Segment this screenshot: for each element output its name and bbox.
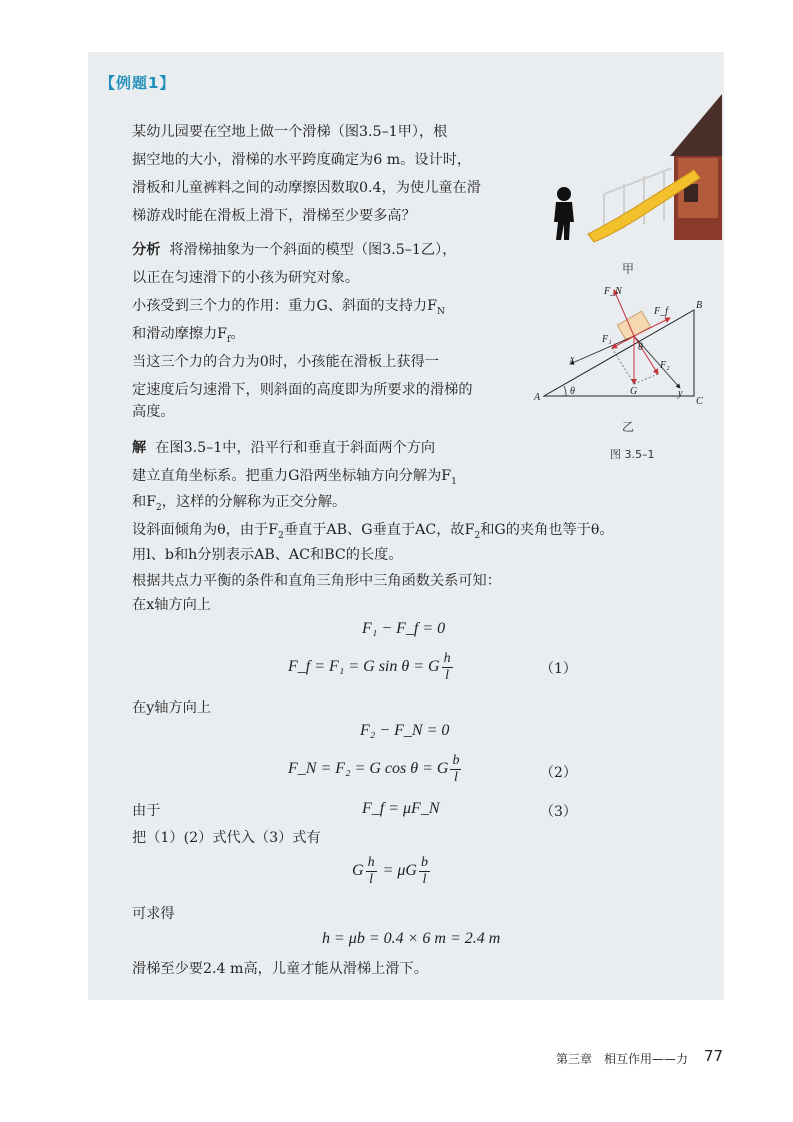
figure-label-yi: 乙 bbox=[622, 420, 635, 434]
tower-roof bbox=[670, 94, 722, 156]
problem-line-3: 滑板和儿童裤料之间的动摩擦因数取0.4，为使儿童在滑 bbox=[132, 180, 481, 196]
solution-text-4c: 和G的夹角也等于θ。 bbox=[480, 522, 614, 538]
solution-text-3b: ，这样的分解称为正交分解。 bbox=[161, 494, 347, 510]
slide-illustration bbox=[544, 84, 724, 250]
equation-y2-den: l bbox=[454, 770, 458, 785]
equation-sub-den-2: l bbox=[422, 872, 427, 887]
solution-text-1: 在图3.5–1中，沿平行和垂直于斜面两个方向 bbox=[155, 440, 436, 456]
solution-text-3a: 和F bbox=[132, 494, 157, 510]
analysis-text-3: 小孩受到三个力的作用：重力G、斜面的支持力F bbox=[132, 298, 437, 314]
solution-line-10: 把（1）(2）式代入（3）式有 bbox=[132, 830, 321, 846]
analysis-text-4a: 和滑动摩擦力F bbox=[132, 326, 227, 342]
solution-line-9: 由于 bbox=[132, 803, 161, 819]
dashed-line-1 bbox=[612, 348, 634, 384]
solution-text-4b: 垂直于AB、G垂直于AC，故F bbox=[283, 522, 475, 538]
solution-text-4a: 设斜面倾角为θ，由于F bbox=[132, 522, 279, 538]
equation-x2-frac bbox=[442, 652, 453, 683]
solution-text-2: 建立直角坐标系。把重力G沿两坐标轴方向分解为F bbox=[132, 468, 452, 484]
equation-substitution bbox=[352, 856, 432, 887]
analysis-heading: 分析 bbox=[132, 242, 161, 258]
equation-x2-den: l bbox=[445, 668, 450, 683]
g-label: G bbox=[630, 386, 638, 397]
solution-sub-2: 2 bbox=[156, 502, 162, 513]
f1-label: F₁ bbox=[602, 334, 612, 345]
solution-line-12: 滑梯至少要2.4 m高，儿童才能从滑梯上滑下。 bbox=[132, 961, 428, 977]
analysis-line-7: 高度。 bbox=[132, 404, 175, 420]
solution-heading: 解 bbox=[132, 440, 147, 456]
equation-sub-left: G bbox=[352, 862, 364, 880]
x-label: x bbox=[570, 354, 575, 365]
solution-line-8: 在y轴方向上 bbox=[132, 700, 211, 716]
equation-x2-num: h bbox=[443, 651, 451, 666]
equation-x2-left: F_f = F₁ = G sin θ = G bbox=[288, 658, 440, 676]
equation-y2 bbox=[288, 754, 463, 785]
analysis-line-2: 以正在匀速滑下的小孩为研究对象。 bbox=[132, 270, 360, 286]
problem-line-4: 梯游戏时能在滑板上滑下，滑梯至少要多高？ bbox=[132, 208, 416, 224]
equation-sub-num-2: b bbox=[420, 855, 428, 870]
analysis-sub-n: N bbox=[436, 306, 445, 317]
equation-sub-frac-2 bbox=[419, 856, 430, 887]
solution-line-1 bbox=[132, 434, 435, 462]
analysis-sub-f: f bbox=[226, 334, 231, 345]
solution-line-7: 在x轴方向上 bbox=[132, 597, 211, 613]
ff-label: F_f bbox=[654, 306, 668, 317]
equation-y1: F₂ − F_N = 0 bbox=[360, 722, 450, 739]
y-label: y bbox=[678, 388, 683, 399]
equation-sub-den-1: l bbox=[369, 872, 373, 887]
page-number: 77 bbox=[704, 1047, 724, 1065]
analysis-line-5: 当这三个力的合力为0时，小孩能在滑板上获得一 bbox=[132, 354, 439, 370]
point-a: A bbox=[534, 392, 541, 403]
equation-x2 bbox=[288, 652, 455, 683]
child-silhouette bbox=[554, 187, 574, 240]
equation-x1: F₁ − F_f = 0 bbox=[362, 620, 446, 637]
solution-sub-1: 1 bbox=[451, 476, 457, 487]
solution-sub-3: 2 bbox=[278, 530, 284, 541]
incline-triangle bbox=[544, 310, 694, 396]
equation-sub-num-1: h bbox=[367, 855, 375, 870]
equation-3: F_f = μF_N bbox=[362, 800, 440, 817]
equation-number-3: （3） bbox=[540, 804, 577, 820]
dashed-line-2 bbox=[634, 374, 658, 384]
analysis-text-1: 将滑梯抽象为一个斜面的模型（图3.5–1乙）， bbox=[169, 242, 457, 258]
solution-line-11: 可求得 bbox=[132, 906, 175, 922]
fn-label: F_N bbox=[604, 286, 622, 297]
theta-label: θ bbox=[570, 386, 575, 397]
example-label: 【例题1】 bbox=[100, 74, 176, 92]
figure-label-jia: 甲 bbox=[622, 262, 635, 276]
figure-caption: 图 3.5–1 bbox=[610, 448, 655, 461]
equation-number-2: （2） bbox=[540, 765, 577, 781]
equation-result: h = μb = 0.4 × 6 m = 2.4 m bbox=[322, 930, 501, 947]
theta-arc bbox=[564, 386, 566, 396]
analysis-line-1 bbox=[132, 236, 456, 264]
equation-y2-num: b bbox=[452, 753, 460, 768]
problem-line-1: 某幼儿园要在空地上做一个滑梯（图3.5–1甲），根 bbox=[132, 124, 448, 140]
f2-label: F₂ bbox=[660, 360, 670, 371]
theta-label-2: θ bbox=[638, 342, 643, 353]
problem-line-2: 据空地的大小，滑梯的水平跨度确定为6 m。设计时， bbox=[132, 152, 472, 168]
equation-number-1: （1） bbox=[540, 661, 577, 677]
chapter-title: 第三章 相互作用——力 bbox=[556, 1052, 689, 1066]
analysis-text-4b: 。 bbox=[230, 326, 245, 342]
point-c: C bbox=[696, 396, 703, 407]
solution-sub-4: 2 bbox=[474, 530, 481, 541]
equation-y2-frac bbox=[450, 754, 461, 785]
point-b: B bbox=[696, 300, 703, 311]
equation-y2-left: F_N = F₂ = G cos θ = G bbox=[288, 760, 449, 778]
solution-line-6: 根据共点力平衡的条件和直角三角形中三角函数关系可知： bbox=[132, 573, 501, 589]
force-diagram bbox=[530, 280, 724, 410]
equation-sub-mid: = μG bbox=[382, 862, 417, 880]
solution-line-5: 用l、b和h分别表示AB、AC和BC的长度。 bbox=[132, 547, 403, 563]
equation-sub-frac-1 bbox=[366, 856, 377, 887]
analysis-line-6: 定速度后匀速滑下，则斜面的高度即为所要求的滑梯的 bbox=[132, 382, 473, 398]
